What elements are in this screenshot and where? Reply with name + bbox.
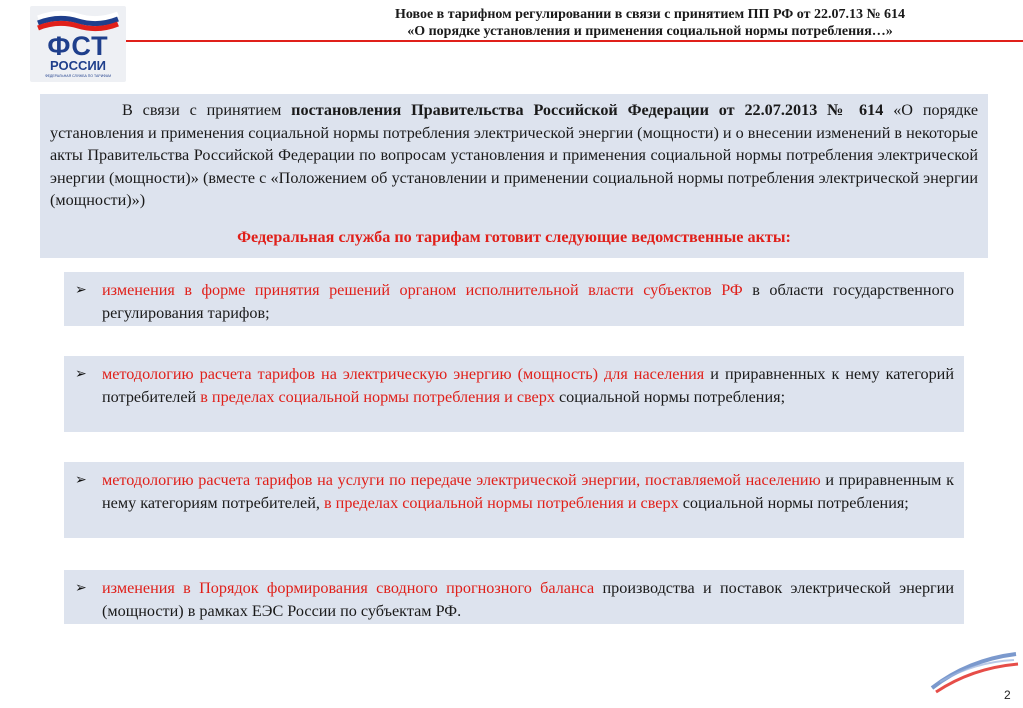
item-text: и приравненных к нему категорий потребителей [102, 365, 954, 406]
item-text: в области государственного регулирования тарифов; [102, 281, 954, 322]
list-item [64, 570, 964, 624]
header-line-1: Новое в тарифном регулировании в связи с принятием ПП РФ от 22.07.13 № 614 [394, 7, 906, 22]
item-highlight: методологию расчета тарифов на электрическую энергию (мощность) для населения [102, 365, 705, 383]
item-text: производства и поставок электрической энергии (мощности) в рамках ЕЭС России по субъектам РФ. [102, 579, 954, 620]
arrow-bullet-icon: ➢ [75, 580, 87, 596]
page-number: 2 [1004, 688, 1011, 702]
intro-paragraph [50, 99, 978, 212]
intro-body: «О порядке установления и применения социальной нормы потребления электрической энергии (мощности) и о внесении изменений в некоторые акты Правительства Российской Федерации по вопросам установления и применения социальной нормы потребления электрической энергии (мощности)» (вместе с «Положением об установлении и применении социальной нормы потребления электрической энергии (мощности)») [50, 101, 979, 209]
item-highlight: изменения в Порядок формирования сводного прогнозного баланса [102, 579, 595, 597]
logo-country: РОССИИ [49, 58, 107, 73]
slide-header [300, 6, 1000, 40]
logo-abbreviation: ФСТ [47, 31, 109, 61]
item-text: социальной нормы потребления; [678, 493, 909, 512]
fst-logo [30, 6, 126, 82]
item-highlight: методологию расчета тарифов на услуги по передаче электрической энергии, поставляемой населению [102, 471, 821, 489]
arrow-bullet-icon: ➢ [75, 366, 87, 382]
item-highlight: в пределах социальной нормы потребления и сверх [323, 493, 679, 512]
arrow-bullet-icon: ➢ [75, 472, 87, 488]
item-text: социальной нормы потребления; [554, 387, 786, 406]
header-line-2: «О порядке установления и применения социальной нормы потребления…» [407, 24, 893, 39]
list-item [64, 462, 964, 538]
arrow-bullet-icon: ➢ [75, 282, 87, 298]
item-highlight: в пределах социальной нормы потребления и сверх [200, 387, 555, 406]
intro-announcement: Федеральная служба по тарифам готовит следующие ведомственные акты: [237, 227, 791, 246]
intro-lead: В связи с принятием [122, 101, 292, 119]
item-text: и приравненным к нему категориям потребителей, [102, 471, 954, 512]
list-item [64, 356, 964, 432]
item-highlight: изменения в форме принятия решений органом исполнительной власти субъектов РФ [102, 281, 743, 299]
intro-decree: постановления Правительства Российской Федерации от 22.07.2013 № 614 [291, 101, 884, 119]
logo-subtitle: ФЕДЕРАЛЬНАЯ СЛУЖБА ПО ТАРИФАМ [44, 74, 112, 78]
list-item [64, 272, 964, 326]
intro-block [40, 94, 988, 258]
header-divider [126, 40, 1023, 42]
